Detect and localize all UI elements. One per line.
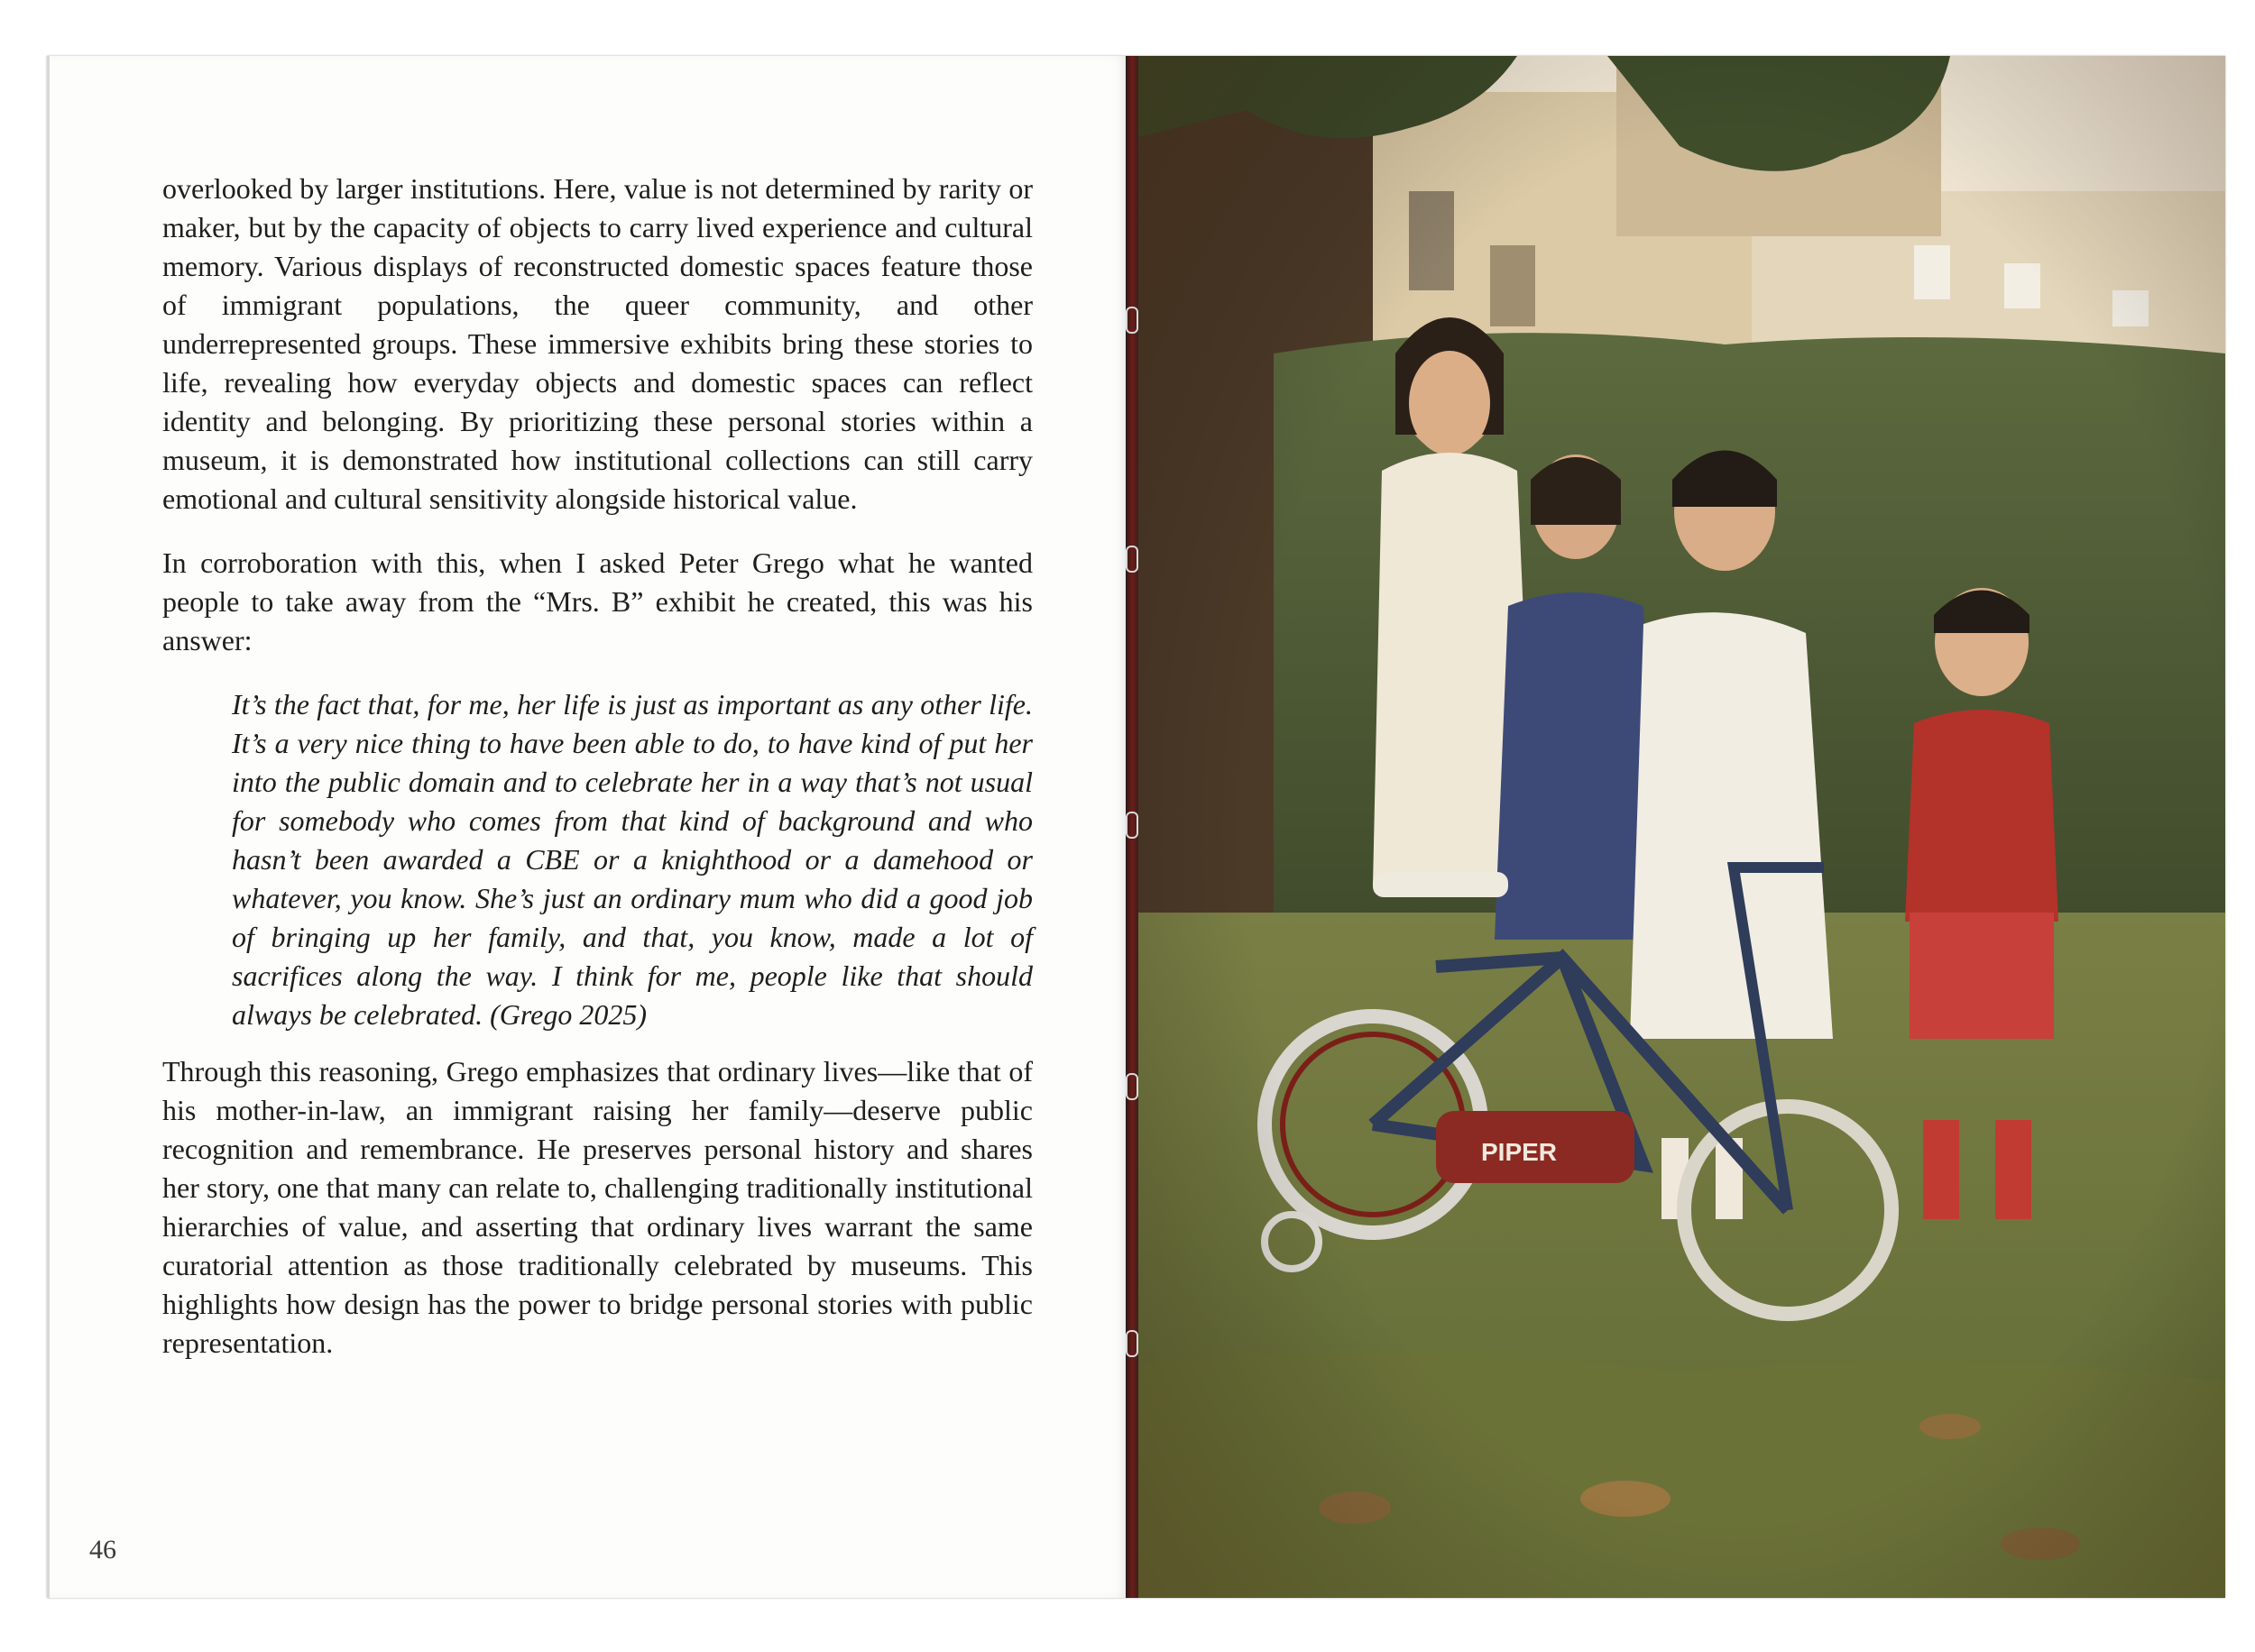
binding-stitch	[1126, 307, 1138, 334]
body-text	[162, 170, 1033, 1388]
binding-stitch	[1126, 546, 1138, 573]
left-page	[47, 56, 1128, 1598]
paragraph-1: overlooked by larger institutions. Here, value is not determined by rarity or maker, but by the capacity of objects to carry lived experience and cultural memory. Various displays of reconstructed domestic spaces feature those of immigrant populations, the queer community, and other underrepresented groups. These immersive exhibits bring these stories to life, revealing how everyday objects and domestic spaces can reflect identity and belonging. By prioritizing these personal stories within a museum, it is demonstrated how institutional collections can still carry emotional and cultural sensitivity alongside historical value.	[162, 172, 1033, 515]
paragraph-2: In corroboration with this, when I asked Peter Grego what he wanted people to take away from the “Mrs. B” exhibit he created, this was his answer:	[162, 546, 1033, 656]
family-photograph	[1138, 56, 2225, 1598]
right-page	[1138, 56, 2225, 1598]
paragraph-3: Through this reasoning, Grego emphasizes that ordinary lives—like that of his mother-in-law, an immigrant raising her family—deserve public recognition and remembrance. He preserves personal history and shares her story, one that many can relate to, challenging traditionally institutional hierarchies of value, and asserting that ordinary lives warrant the same curatorial attention as those traditionally celebrated by museums. This highlights how design has the power to bridge personal stories with public representation.	[162, 1055, 1033, 1359]
block-quote: It’s the fact that, for me, her life is just as important as any other life. It’s a very nice thing to have been able to do, to have kind of put her into the public domain and to celebrate her in a way that’s not usual for somebody who comes from that kind of background and who hasn’t been awarded a CBE or a knighthood or a damehood or whatever, you know. She’s just an ordinary mum who did a good job of bringing up her family, and that, you know, made a lot of sacrifices along the way. I think for me, people like that should always be celebrated. (Grego 2025)	[232, 688, 1033, 1031]
binding-stitch	[1126, 1073, 1138, 1100]
binding-stitch	[1126, 812, 1138, 839]
photo-vignette	[1138, 56, 2225, 1598]
page-number: 46	[89, 1535, 116, 1565]
binding-stitch	[1126, 1330, 1138, 1357]
